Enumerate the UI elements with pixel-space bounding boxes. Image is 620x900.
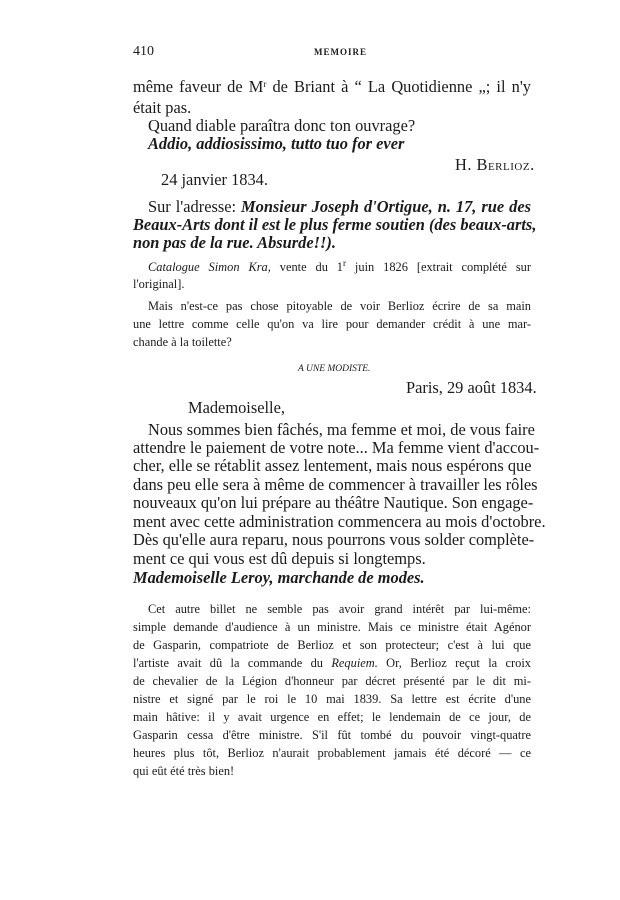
letter2-heading: A UNE MODISTE. [298,364,371,374]
address-line2: Beaux-Arts dont il est le plus ferme soutien (des beaux-arts, [133,215,537,234]
commentary-line: Cet autre billet ne semble pas avoir grand intérêt par lui-même: [148,602,531,616]
address-line1: Sur l'adresse: Monsieur Joseph d'Ortigue, n. 17, rue des [148,197,531,216]
letter2-body-line: nouveaux qu'on lui prépare au théâtre Nautique. Son engage- [133,493,534,512]
letter1-line4: Addio, addiosissimo, tutto tuo for ever [148,134,405,153]
letter1-line2: était pas. [133,98,192,117]
commentary-line: main hâtive: il y avait urgence en effet; le lendemain de ce jour, de [133,710,531,724]
letter1-line1: même faveur de $M^r$ de Briant à “ La Quotidienne „; il n'y [133,77,531,96]
running-title: MEMOIRE [314,47,367,57]
letter1-signature: H. Berlioz. [455,155,535,174]
letter2-body-line: Dès qu'elle aura reparu, nous pourrons vous solder complète- [133,530,535,549]
letter2-body-line: attendre le paiement de votre note... Ma femme vient d'accou- [133,438,540,457]
catalogue-line2: l'original]. [133,277,185,291]
letter2-body-line: dans peu elle sera à même de commencer à travailler les rôles [133,475,538,494]
catalogue-line1: Catalogue Simon Kra, vente du 1$^r$ juin 1826 [extrait complété sur [148,258,531,274]
letter2-body-line: ment avec cette administration commencera au mois d'octobre. [133,512,546,531]
intro-line3: chande à la toilette? [133,335,232,349]
letter2-body-line: cher, elle se rétablit assez lentement, mais nous espérons que [133,456,532,475]
address-line3: non pas de la rue. Absurde!!). [133,233,336,252]
intro-line1: Mais n'est-ce pas chose pitoyable de voir Berlioz écrire de sa main [148,299,531,313]
letter1-date: 24 janvier 1834. [161,170,268,189]
commentary-line: nistre et signé par le roi le 10 mai 1839. Sa lettre est écrite d'une [133,692,531,706]
letter1-line3: Quand diable paraîtra donc ton ouvrage? [148,116,416,135]
intro-line2: une lettre comme celle qu'on va lire pour demander crédit à une mar- [133,317,531,331]
commentary-line: Gasparin cessa d'être ministre. S'il fût tombé du pouvoir vingt-quatre [133,728,531,742]
letter2-place-date: Paris, 29 août 1834. [406,378,537,397]
commentary-line: heures plus tôt, Berlioz n'aurait probablement jamais été décoré — ce [133,746,531,760]
commentary-line: qui eût été très bien! [133,764,235,778]
commentary-line: de Gasparin, compatriote de Berlioz et son protecteur; c'est à lui que [133,638,531,652]
letter2-recipient: Mademoiselle Leroy, marchande de modes. [133,568,425,587]
letter2-body-line: Nous sommes bien fâchés, ma femme et moi, de vous faire [148,420,535,439]
commentary-line: simple demande d'audience à un ministre. Mais ce ministre était Agénor [133,620,531,634]
commentary-line: de chevalier de la Légion d'honneur par décret présenté par le dit mi- [133,674,531,688]
letter2-salutation: Mademoiselle, [188,398,285,417]
letter2-body-line: ment ce qui vous est dû depuis si longtemps. [133,549,426,568]
page-number: 410 [133,44,154,59]
commentary-line: l'artiste avait dû la commande du Requiem. Or, Berlioz reçut la croix [133,656,531,670]
